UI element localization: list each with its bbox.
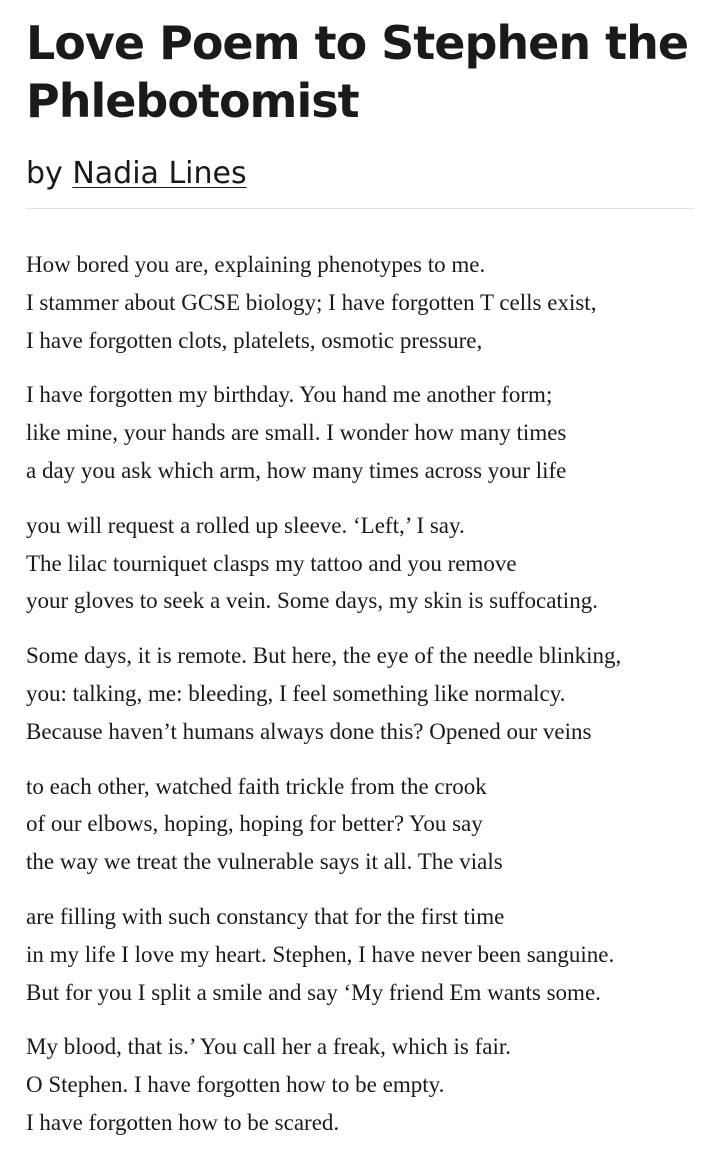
poem-line: a day you ask which arm, how many times across your life — [26, 457, 567, 483]
stanza — [26, 637, 694, 750]
poem-line: like mine, your hands are small. I wonder how many times — [26, 420, 567, 446]
poem-line: of our elbows, hoping, hoping for better? You say — [26, 811, 483, 837]
poem-title — [26, 14, 694, 130]
stanza — [26, 768, 694, 881]
poem-line: to each other, watched faith trickle from the crook — [26, 773, 487, 799]
byline — [26, 154, 694, 194]
stanza — [26, 1028, 694, 1141]
title-divider — [26, 208, 694, 209]
poem-line: the way we treat the vulnerable says it all. The vials — [26, 849, 503, 875]
poem-body — [26, 246, 694, 1142]
byline-prefix: by — [26, 156, 63, 191]
article — [0, 14, 720, 1142]
poem-title-line-1: Love Poem to Stephen the — [26, 16, 689, 70]
poem-line: your gloves to seek a vein. Some days, my skin is suffocating. — [26, 588, 598, 614]
poem-line: My blood, that is.’ You call her a freak, which is fair. — [26, 1034, 512, 1060]
poem-line: in my life I love my heart. Stephen, I have never been sanguine. — [26, 941, 615, 967]
poem-line: But for you I split a smile and say ‘My friend Em wants some. — [26, 979, 601, 1005]
stanza — [26, 898, 694, 1011]
poem-line: How bored you are, explaining phenotypes to me. — [26, 252, 486, 277]
poem-line: I stammer about GCSE biology; I have forgotten T cells exist, — [26, 289, 597, 315]
poem-title-line-2: Phlebotomist — [26, 74, 359, 128]
poem-line: Some days, it is remote. But here, the eye of the needle blinking, — [26, 643, 622, 669]
author-link[interactable]: Nadia Lines — [72, 156, 247, 191]
poem-line: I have forgotten how to be scared. — [26, 1109, 340, 1135]
poem-line: you: talking, me: bleeding, I feel something like normalcy. — [26, 680, 566, 706]
poem-line: I have forgotten my birthday. You hand me another form; — [26, 382, 553, 408]
poem-line: are filling with such constancy that for the first time — [26, 903, 505, 929]
poem-line: O Stephen. I have forgotten how to be empty. — [26, 1072, 445, 1098]
poem-line: The lilac tourniquet clasps my tattoo and you remove — [26, 550, 517, 576]
stanza — [26, 246, 694, 359]
poem-line: Because haven’t humans always done this? Opened our veins — [26, 718, 592, 744]
poem-line: you will request a rolled up sleeve. ‘Left,’ I say. — [26, 512, 465, 538]
stanza — [26, 507, 694, 620]
stanza — [26, 376, 694, 489]
poem-line: I have forgotten clots, platelets, osmotic pressure, — [26, 327, 483, 353]
